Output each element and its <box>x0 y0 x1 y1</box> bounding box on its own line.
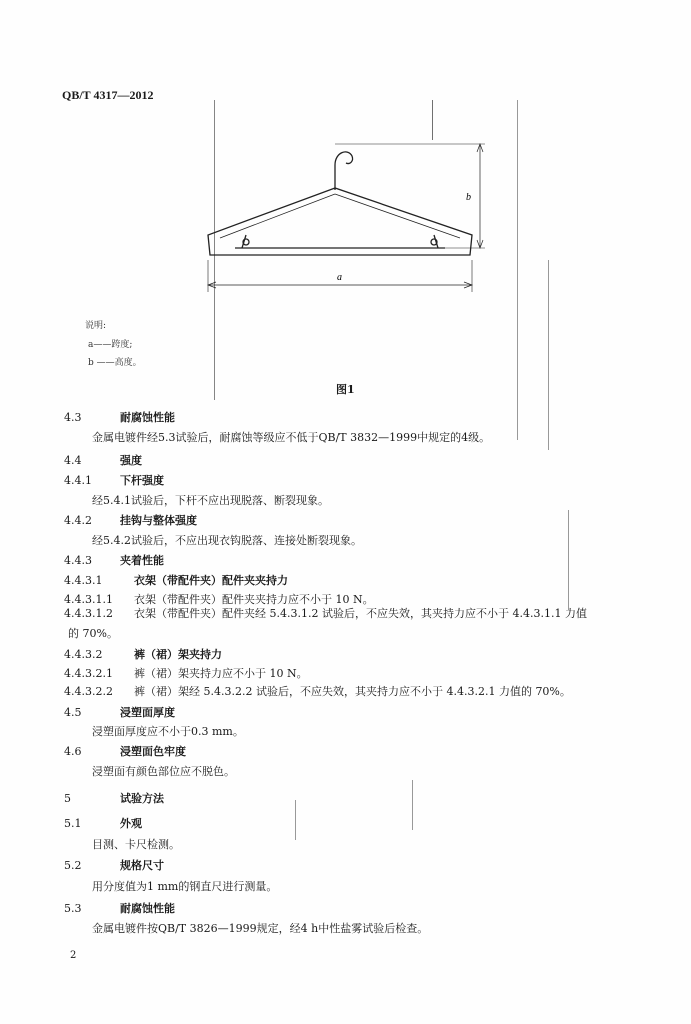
section-text: 裤（裙）架经 5.4.3.2.2 试验后，不应失效，其夹持力应不小于 4.4.3.2.1 力值的 70%。 <box>134 685 571 698</box>
scan-line <box>568 510 569 610</box>
section-heading <box>64 605 587 621</box>
paragraph: 用分度值为1 mm的钢直尺进行测量。 <box>92 880 278 893</box>
section-heading <box>64 790 164 806</box>
paragraph: 浸塑面厚度应不小于0.3 mm。 <box>92 725 244 738</box>
legend-b: b ——高度。 <box>88 358 142 368</box>
section-number: 4.4.3.2 <box>64 648 103 661</box>
section-number: 4.4.3.1.2 <box>64 607 113 620</box>
section-number: 5.1 <box>64 817 82 830</box>
section-title: 夹着性能 <box>120 554 164 567</box>
section-title: 裤（裙）架夹持力 <box>134 648 222 661</box>
section-number: 4.4.3.1 <box>64 574 103 587</box>
section-heading <box>64 572 288 588</box>
section-heading <box>64 646 222 662</box>
paragraph: 目测、卡尺检测。 <box>92 838 180 851</box>
section-title: 规格尺寸 <box>120 859 164 872</box>
section-heading <box>64 472 164 488</box>
section-text: 衣架（带配件夹）配件夹夹持力应不小于 10 N。 <box>134 593 374 606</box>
paragraph: 金属电镀件经5.3试验后，耐腐蚀等级应不低于QB/T 3832—1999中规定的4级。 <box>92 431 491 444</box>
paragraph: 浸塑面有颜色部位应不脱色。 <box>92 765 235 778</box>
section-title: 试验方法 <box>120 792 164 805</box>
section-number: 4.4.3.2.2 <box>64 685 113 698</box>
paragraph: 经5.4.2试验后，不应出现衣钩脱落、连接处断裂现象。 <box>92 534 362 547</box>
section-number: 5.2 <box>64 859 82 872</box>
scan-line <box>548 260 549 450</box>
paragraph: 经5.4.1试验后，下杆不应出现脱落、断裂现象。 <box>92 494 329 507</box>
paragraph-continuation: 的 70%。 <box>68 627 118 640</box>
section-number: 4.4.2 <box>64 514 92 527</box>
section-text: 裤（裙）架夹持力应不小于 10 N。 <box>134 667 308 680</box>
section-title: 外观 <box>120 817 142 830</box>
section-number: 4.4.3 <box>64 554 92 567</box>
section-title: 耐腐蚀性能 <box>120 411 175 424</box>
section-number: 4.4.3.2.1 <box>64 667 113 680</box>
dimension-a-label: a <box>337 272 342 283</box>
section-title: 挂钩与整体强度 <box>120 514 197 527</box>
section-heading <box>64 665 308 681</box>
section-title: 强度 <box>120 454 142 467</box>
dimension-b-label: b <box>466 192 471 203</box>
section-number: 4.4.3.1.1 <box>64 593 113 606</box>
section-heading <box>64 552 164 568</box>
page-number: 2 <box>70 950 77 961</box>
section-heading <box>64 409 175 425</box>
figure-caption: 图1 <box>336 383 355 396</box>
section-text: 衣架（带配件夹）配件夹经 5.4.3.1.2 试验后，不应失效，其夹持力应不小于 4.4.3.1.1 力值 <box>134 607 587 620</box>
section-title: 浸塑面厚度 <box>120 706 175 719</box>
hanger-figure <box>180 130 510 305</box>
document-id: QB/T 4317—2012 <box>62 88 154 102</box>
section-number: 4.4.1 <box>64 474 92 487</box>
section-heading <box>64 857 164 873</box>
section-number: 4.3 <box>64 411 82 424</box>
section-heading <box>64 704 175 720</box>
section-number: 5.3 <box>64 902 82 915</box>
legend-title: 说明: <box>85 321 107 331</box>
paragraph: 金属电镀件按QB/T 3826—1999规定，经4 h中性盐雾试验后检查。 <box>92 922 429 935</box>
section-heading <box>64 815 142 831</box>
scan-line <box>412 780 413 830</box>
section-title: 下杆强度 <box>120 474 164 487</box>
section-heading <box>64 743 186 759</box>
scan-line <box>295 800 296 840</box>
section-number: 4.6 <box>64 745 82 758</box>
scan-line <box>517 100 518 440</box>
section-heading <box>64 900 175 916</box>
section-heading <box>64 512 197 528</box>
section-number: 4.5 <box>64 706 82 719</box>
section-title: 衣架（带配件夹）配件夹夹持力 <box>134 574 288 587</box>
legend-a: a——跨度; <box>88 340 133 350</box>
section-title: 耐腐蚀性能 <box>120 902 175 915</box>
section-heading <box>64 683 571 699</box>
section-number: 4.4 <box>64 454 82 467</box>
section-number: 5 <box>64 792 71 805</box>
section-title: 浸塑面色牢度 <box>120 745 186 758</box>
section-heading <box>64 452 142 468</box>
